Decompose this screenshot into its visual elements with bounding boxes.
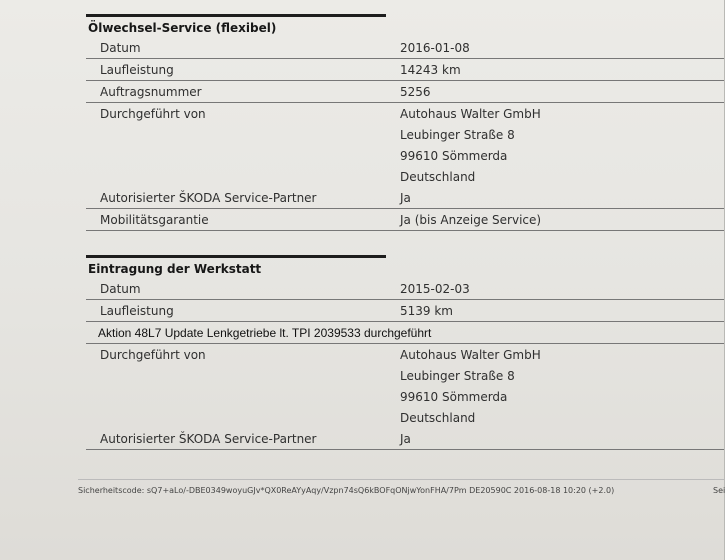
value: 2016-01-08 (400, 41, 470, 55)
value: 5139 km (400, 304, 453, 318)
label: Mobilitätsgarantie (100, 213, 209, 227)
row-address-country (86, 408, 724, 429)
security-code-footer (78, 486, 724, 495)
label: Datum (100, 282, 141, 296)
label: Autorisierter ŠKODA Service-Partner (100, 191, 317, 205)
value: Autohaus Walter GmbH (400, 348, 541, 362)
value: Deutschland (400, 411, 476, 425)
row-address-city (86, 387, 724, 408)
row-authorized-partner (86, 188, 724, 209)
row-mileage (86, 301, 724, 322)
value: Leubinger Straße 8 (400, 369, 515, 383)
label: Datum (100, 41, 141, 55)
value: Deutschland (400, 170, 476, 184)
value: Autohaus Walter GmbH (400, 107, 541, 121)
section-top-rule (86, 14, 386, 17)
value: Ja (bis Anzeige Service) (400, 213, 542, 227)
row-mileage (86, 60, 724, 81)
value: Ja (400, 432, 411, 446)
value: Leubinger Straße 8 (400, 128, 515, 142)
row-address-street (86, 366, 724, 387)
row-authorized-partner (86, 429, 724, 450)
row-date (86, 38, 724, 59)
workshop-entry-section (86, 255, 724, 455)
footer-rule (78, 479, 724, 480)
row-order-number (86, 82, 724, 103)
value: 99610 Sömmerda (400, 149, 508, 163)
row-date (86, 279, 724, 300)
value: 99610 Sömmerda (400, 390, 508, 404)
value: 2015-02-03 (400, 282, 470, 296)
row-address-street (86, 125, 724, 146)
value: 5256 (400, 85, 431, 99)
label: Laufleistung (100, 63, 174, 77)
section-top-rule (86, 255, 386, 258)
section-title: Ölwechsel-Service (flexibel) (88, 21, 277, 35)
label: Durchgeführt von (100, 348, 206, 362)
label: Laufleistung (100, 304, 174, 318)
page-indicator-text: Sei (713, 486, 725, 495)
row-mobility-guarantee (86, 210, 724, 231)
section-title: Eintragung der Werkstatt (88, 262, 262, 276)
row-address-city (86, 146, 724, 167)
oil-change-section (86, 14, 724, 232)
label: Autorisierter ŠKODA Service-Partner (100, 432, 317, 446)
row-performed-by (86, 104, 724, 125)
row-performed-by (86, 345, 724, 366)
row-address-country (86, 167, 724, 188)
label: Auftragsnummer (100, 85, 202, 99)
value: Ja (400, 191, 411, 205)
label: Aktion 48L7 Update Lenkgetriebe lt. TPI 2039533 durchgeführt (98, 326, 432, 340)
label: Durchgeführt von (100, 107, 206, 121)
value: 14243 km (400, 63, 461, 77)
row-action-note (86, 323, 724, 344)
security-code-text: Sicherheitscode: sQ7+aLo/-DBE0349woyuGJv*QX0ReAYyAqy/Vzpn74sQ6kBOFqONjwYonFHA/7Pm DE20590C 2016-08-18 10:20 (+2.0) (78, 486, 615, 495)
